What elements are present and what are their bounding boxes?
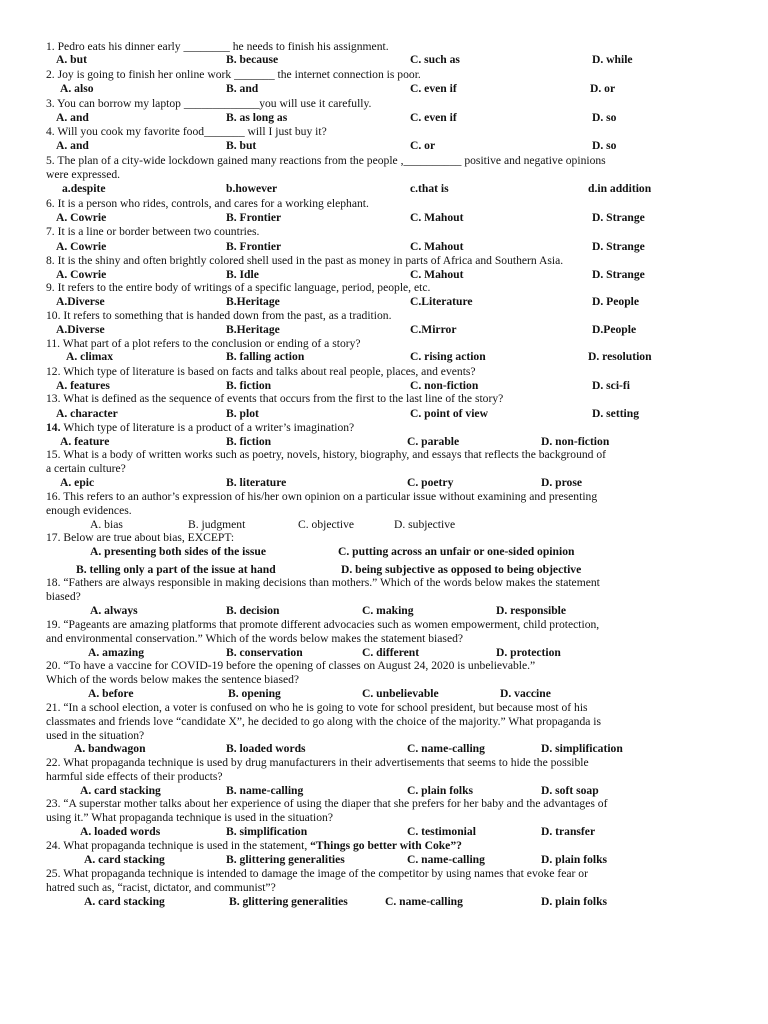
answer-option[interactable]: D. responsible (496, 604, 567, 617)
question-number-dot: . (57, 576, 64, 589)
question-number-dot: . (51, 97, 58, 110)
answer-option[interactable]: B. Frontier (226, 211, 282, 224)
question-19 (46, 618, 599, 632)
question-text: What is defined as the sequence of events that occurs from the first to the last line of the story? (63, 392, 504, 405)
question-number-dot: . (57, 392, 64, 405)
question-21-continued (46, 715, 601, 729)
answer-option[interactable]: A. always (90, 604, 138, 617)
answer-option[interactable]: A. Cowrie (56, 268, 107, 281)
answer-option[interactable]: D.People (592, 323, 637, 336)
question-11 (46, 337, 361, 351)
answer-option[interactable]: A.Diverse (56, 295, 105, 308)
answer-option[interactable]: D. simplification (541, 742, 623, 755)
question-number: 18 (46, 576, 58, 589)
answer-option[interactable]: B.Heritage (226, 295, 280, 308)
question-19-continued (46, 632, 463, 646)
question-number: 3 (46, 97, 52, 110)
question-text: It is a person who rides, controls, and cares for a working elephant. (57, 197, 369, 210)
answer-option[interactable]: D. non-fiction (541, 435, 610, 448)
answer-option[interactable]: B. because (226, 53, 279, 66)
question-text: Which of the words below makes the sentence biased? (46, 673, 300, 686)
question-number: 2 (46, 68, 52, 81)
question-12 (46, 365, 476, 379)
answer-option[interactable]: C. point of view (410, 407, 488, 420)
answer-option[interactable]: b.however (226, 182, 278, 195)
question-number: 15 (46, 448, 58, 461)
answer-option[interactable]: C. Mahout (410, 211, 464, 224)
answer-option[interactable]: A. and (56, 111, 89, 124)
answer-option[interactable]: A. and (56, 139, 89, 152)
question-10 (46, 309, 391, 323)
question-number-dot: . (51, 197, 58, 210)
answer-option[interactable]: C. rising action (410, 350, 486, 363)
question-number-dot: . (57, 618, 64, 631)
question-text: It is a line or border between two countries. (57, 225, 260, 238)
answer-option[interactable]: D. so (592, 111, 617, 124)
answer-option[interactable]: D. so (592, 139, 617, 152)
answer-option[interactable]: C. such as (410, 53, 460, 66)
question-number: 9 (46, 281, 52, 294)
answer-option[interactable]: C. even if (410, 82, 457, 95)
question-4 (46, 125, 327, 139)
question-number: 21 (46, 701, 58, 714)
question-quoted-statement: “Things go better with Coke”? (310, 839, 462, 852)
question-20-continued (46, 673, 299, 687)
question-24 (46, 839, 462, 853)
answer-option[interactable]: A. Cowrie (56, 240, 107, 253)
answer-option[interactable]: B. but (226, 139, 257, 152)
question-text: “Pageants are amazing platforms that promote different advocacies such as women empowerment, child protection, (63, 618, 600, 631)
question-text: The plan of a city-wide lockdown gained many reactions from the people ,__________ positive and negative opinions (57, 154, 606, 167)
question-number: 24 (46, 839, 58, 852)
question-number: 7 (46, 225, 52, 238)
answer-option[interactable]: d.in addition (588, 182, 652, 195)
answer-option[interactable]: C. name-calling (385, 895, 463, 908)
question-number: 4 (46, 125, 52, 138)
answer-option[interactable]: c.that is (410, 182, 449, 195)
answer-option[interactable]: A. card stacking (80, 784, 161, 797)
question-text: biased? (46, 590, 81, 603)
question-16-continued (46, 504, 132, 518)
question-number: 12 (46, 365, 58, 378)
question-21-continued (46, 729, 144, 743)
question-text: This refers to an author’s expression of his/her own opinion on a particular issue without examining and presenting (63, 490, 598, 503)
question-number: 20 (46, 659, 58, 672)
answer-option[interactable]: C. poetry (407, 476, 454, 489)
answer-option[interactable]: D. protection (496, 646, 561, 659)
question-text: harmful side effects of their products? (46, 770, 223, 783)
answer-option[interactable]: B. loaded words (226, 742, 306, 755)
question-number-dot: . (51, 281, 58, 294)
question-3 (46, 97, 371, 111)
question-6 (46, 197, 369, 211)
question-number: 11 (46, 337, 58, 350)
answer-option[interactable]: D. Strange (592, 240, 645, 253)
answer-option[interactable]: B. simplification (226, 825, 308, 838)
answer-option[interactable]: A. amazing (88, 646, 145, 659)
question-number-dot: . (57, 797, 64, 810)
answer-option[interactable]: A. feature (60, 435, 110, 448)
question-number-dot: . (57, 839, 64, 852)
question-number-dot: . (57, 867, 64, 880)
answer-option[interactable]: D. People (592, 295, 640, 308)
question-9 (46, 281, 430, 295)
question-number-dot: . (57, 531, 64, 544)
answer-option[interactable]: B. glittering generalities (226, 853, 345, 866)
answer-option[interactable]: B. name-calling (226, 784, 304, 797)
question-number-dot: . (51, 254, 58, 267)
answer-option[interactable]: A.Diverse (56, 323, 105, 336)
question-number: 25 (46, 867, 58, 880)
question-23 (46, 797, 607, 811)
answer-option[interactable]: A. features (56, 379, 110, 392)
question-16 (46, 490, 597, 504)
question-number-dot: . (57, 448, 64, 461)
question-13 (46, 392, 503, 406)
answer-option[interactable]: A. before (88, 687, 134, 700)
question-text: used in the situation? (46, 729, 145, 742)
answer-option[interactable]: A. epic (60, 476, 95, 489)
question-text: You can borrow my laptop _____________you will use it carefully. (57, 97, 372, 110)
question-number-dot: . (57, 701, 64, 714)
answer-option[interactable]: A. bias (90, 518, 123, 531)
answer-option[interactable]: A. character (56, 407, 118, 420)
question-number: 5 (46, 154, 52, 167)
question-number: 13 (46, 392, 58, 405)
answer-option[interactable]: D. plain folks (541, 895, 608, 908)
question-20 (46, 659, 535, 673)
question-text: a certain culture? (46, 462, 126, 475)
answer-option[interactable]: D. or (590, 82, 616, 95)
answer-option[interactable]: C. putting across an unfair or one-sided opinion (338, 545, 575, 558)
answer-option[interactable]: A. loaded words (80, 825, 161, 838)
answer-option[interactable]: C. or (410, 139, 436, 152)
answer-option[interactable]: B. opening (228, 687, 281, 700)
question-14 (46, 421, 354, 435)
answer-option[interactable]: C. making (362, 604, 414, 617)
question-text: What propaganda technique is used in the statement, (63, 839, 311, 852)
answer-option[interactable]: C. name-calling (407, 742, 485, 755)
question-text: were expressed. (46, 168, 121, 181)
answer-option[interactable]: a.despite (62, 182, 106, 195)
answer-option[interactable]: D. being subjective as opposed to being objective (341, 563, 582, 576)
answer-option[interactable]: D. plain folks (541, 853, 608, 866)
answer-option[interactable]: C. parable (407, 435, 460, 448)
question-number: 10 (46, 309, 58, 322)
question-number: 23 (46, 797, 58, 810)
question-number-dot: . (51, 125, 58, 138)
answer-option[interactable]: D. while (592, 53, 633, 66)
question-text: “A superstar mother talks about her experience of using the diaper that she prefers for her baby and the advantages of (63, 797, 608, 810)
question-18-continued (46, 590, 81, 604)
question-number-dot: . (57, 490, 64, 503)
question-25-continued (46, 881, 276, 895)
question-number: 19 (46, 618, 58, 631)
answer-option[interactable]: D. soft soap (541, 784, 599, 797)
question-25 (46, 867, 588, 881)
question-7 (46, 225, 259, 239)
question-15-continued (46, 462, 126, 476)
question-number: 1 (46, 40, 52, 53)
answer-option[interactable]: B. fiction (226, 435, 272, 448)
answer-option[interactable]: C. Mahout (410, 240, 464, 253)
answer-option[interactable]: A. presenting both sides of the issue (90, 545, 266, 558)
question-number-dot: . (57, 337, 63, 350)
question-8 (46, 254, 563, 268)
question-text: using it.” What propaganda technique is used in the situation? (46, 811, 333, 824)
question-text: and environmental conservation.” Which of the words below makes the statement biased? (46, 632, 464, 645)
question-text: Will you cook my favorite food_______ will I just buy it? (57, 125, 327, 138)
answer-option[interactable]: C. plain folks (407, 784, 474, 797)
question-text: Which type of literature is a product of a writer’s imagination? (63, 421, 355, 434)
answer-option[interactable]: A. climax (66, 350, 114, 363)
answer-option[interactable]: A. but (56, 53, 87, 66)
question-text: “In a school election, a voter is confused on who he is going to vote for school president, but because most of his (63, 701, 588, 714)
answer-option[interactable]: C. non-fiction (410, 379, 479, 392)
answer-option[interactable]: B. literature (226, 476, 287, 489)
answer-option[interactable]: C.Literature (410, 295, 473, 308)
question-number-dot: . (57, 421, 64, 434)
answer-option[interactable]: B. and (226, 82, 259, 95)
answer-option[interactable]: D. resolution (588, 350, 652, 363)
question-number: 22 (46, 756, 58, 769)
question-text: It refers to something that is handed down from the past, as a tradition. (63, 309, 392, 322)
answer-option[interactable]: C. different (362, 646, 420, 659)
question-2 (46, 68, 421, 82)
question-23-continued (46, 811, 333, 825)
answer-option[interactable]: A. bandwagon (74, 742, 146, 755)
answer-option[interactable]: D. setting (592, 407, 640, 420)
question-number-dot: . (57, 659, 64, 672)
question-number: 6 (46, 197, 52, 210)
answer-option[interactable]: C.Mirror (410, 323, 457, 336)
answer-option[interactable]: B. judgment (188, 518, 246, 531)
answer-option[interactable]: A. card stacking (84, 853, 165, 866)
question-18 (46, 576, 600, 590)
answer-option[interactable]: A. also (60, 82, 94, 95)
question-text: Pedro eats his dinner early ________ he needs to finish his assignment. (57, 40, 389, 53)
question-5-continued (46, 168, 120, 182)
question-number-dot: . (51, 225, 58, 238)
question-text: Below are true about bias, EXCEPT: (63, 531, 235, 544)
answer-option[interactable]: B. conservation (226, 646, 303, 659)
answer-option[interactable]: B. plot (226, 407, 259, 420)
question-5 (46, 154, 606, 168)
question-number-dot: . (51, 68, 58, 81)
question-text: Which type of literature is based on facts and talks about real people, places, and events? (63, 365, 476, 378)
question-21 (46, 701, 588, 715)
answer-option[interactable]: B. fiction (226, 379, 272, 392)
answer-option[interactable]: D. prose (541, 476, 583, 489)
answer-option[interactable]: B. Frontier (226, 240, 282, 253)
question-text: It refers to the entire body of writings of a specific language, period, people, etc. (57, 281, 431, 294)
question-number-dot: . (57, 756, 64, 769)
question-text: What propaganda technique is intended to damage the image of the competitor by using names that evoke fear or (63, 867, 588, 880)
question-text: “To have a vaccine for COVID-19 before the opening of classes on August 24, 2020 is unbelievable.” (63, 659, 536, 672)
answer-option[interactable]: D. Strange (592, 211, 645, 224)
answer-option[interactable]: B. falling action (226, 350, 305, 363)
answer-option[interactable]: D. vaccine (500, 687, 551, 700)
answer-option[interactable]: C. even if (410, 111, 457, 124)
answer-option[interactable]: B. Idle (226, 268, 259, 281)
question-number: 16 (46, 490, 58, 503)
question-number-dot: . (51, 154, 58, 167)
question-text: classmates and friends love “candidate X”, he decided to go along with the choice of the majority.” What propaganda is (46, 715, 602, 728)
answer-option[interactable]: B. as long as (226, 111, 288, 124)
question-number: 14 (46, 421, 58, 434)
question-text: What is a body of written works such as poetry, novels, history, biography, and essays that reflects the background of (63, 448, 607, 461)
question-text: Joy is going to finish her online work _______ the internet connection is poor. (57, 68, 421, 81)
answer-option[interactable]: C. name-calling (407, 853, 485, 866)
answer-option[interactable]: C. testimonial (407, 825, 476, 838)
question-15 (46, 448, 606, 462)
answer-option[interactable]: B. telling only a part of the issue at hand (76, 563, 276, 576)
question-22-continued (46, 770, 223, 784)
question-text: What propaganda technique is used by drug manufacturers in their advertisements that seems to hide the possible (63, 756, 589, 769)
answer-option[interactable]: B. decision (226, 604, 280, 617)
question-number-dot: . (51, 40, 58, 53)
answer-option[interactable]: C. objective (298, 518, 355, 531)
question-22 (46, 756, 589, 770)
answer-option[interactable]: C. unbelievable (362, 687, 439, 700)
question-text: enough evidences. (46, 504, 132, 517)
question-number: 8 (46, 254, 52, 267)
answer-option[interactable]: B. glittering generalities (229, 895, 348, 908)
answer-option[interactable]: D. transfer (541, 825, 596, 838)
question-number: 17 (46, 531, 58, 544)
answer-option[interactable]: A. Cowrie (56, 211, 107, 224)
question-1 (46, 40, 389, 54)
question-text: “Fathers are always responsible in making decisions than mothers.” Which of the words below makes the statement (63, 576, 600, 589)
answer-option[interactable]: D. sci-fi (592, 379, 630, 392)
answer-option[interactable]: B.Heritage (226, 323, 280, 336)
question-text: It is the shiny and often brightly colored shell used in the past as money in parts of Africa and Southern Asia. (57, 254, 564, 267)
question-number-dot: . (57, 365, 64, 378)
question-17 (46, 531, 234, 545)
answer-option[interactable]: C. Mahout (410, 268, 464, 281)
answer-option[interactable]: A. card stacking (84, 895, 165, 908)
answer-option[interactable]: D. subjective (394, 518, 456, 531)
question-text: hatred such as, “racist, dictator, and communist”? (46, 881, 276, 894)
question-number-dot: . (57, 309, 64, 322)
question-text: What part of a plot refers to the conclusion or ending of a story? (62, 337, 361, 350)
answer-option[interactable]: D. Strange (592, 268, 645, 281)
